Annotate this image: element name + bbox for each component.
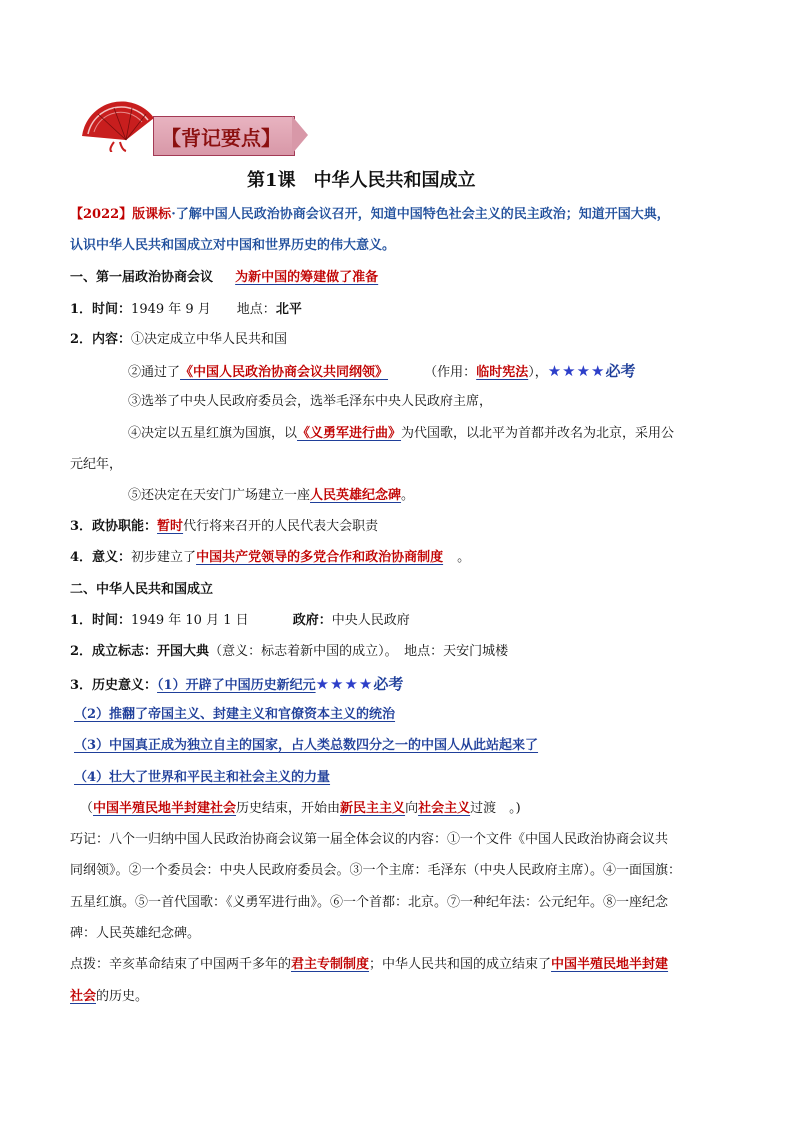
must-test-label: 必考 [605,362,636,380]
standard-tag: 【2022】版课标 [70,207,172,222]
standard-line-1 [70,205,670,225]
banner-label: 【背记要点】 [161,126,281,150]
s2-mark-label: 2．成立标志： [70,644,158,659]
hint-post: 的历史。 [96,989,149,1004]
standard-line-2: 认识中华人民共和国成立对中国和世界历史的伟大意义。 [70,238,396,253]
s1-function-row [70,517,378,537]
s1-content-row [70,330,287,350]
s2-end-row [80,799,521,819]
s2-gov-label: 政府： [292,613,332,628]
s1-time-value: 1949 年 9 月 地点： [131,302,276,317]
s1-c2-pre: ②通过了 [128,365,181,380]
star-rating-icon: ★★★★ [315,675,374,693]
hint-answer-3: 社会 [70,989,97,1004]
section-banner [153,116,308,154]
tip-line-3: 五星红旗。⑤一首代国歌：《义勇军进行曲》。⑥一个首都：北京。⑦一种纪年法：公元纪年。⑧一座纪念 [70,895,669,910]
s2-gov-value: 中央人民政府 [331,613,410,628]
s1-c2-answer-2: 临时宪法 [476,365,529,380]
hint-line-1 [70,955,668,975]
s1-c5-post: 。 [401,488,415,503]
hint-mid: ；中华人民共和国的成立结束了 [369,957,552,972]
s1-meaning-answer: 中国共产党领导的多党合作和政治协商制度 [196,550,444,565]
s2-significance-2: （2）推翻了帝国主义、封建主义和官僚资本主义的统治 [74,707,396,722]
s1-c4-pre: ④决定以五星红旗为国旗，以 [128,426,298,441]
tip-line-2: 同纲领》。②一个委员会：中央人民政府委员会。③一个主席：毛泽东（中央人民政府主席）。④一面国旗： [70,863,682,878]
s1-c5-answer: 人民英雄纪念碑 [310,488,402,503]
s1-place: 北平 [275,302,302,317]
hint-answer-2: 中国半殖民地半封建 [551,957,669,972]
star-rating-icon: ★★★★ [547,362,606,380]
s2-end-mid-2: 向 [405,801,419,816]
hint-answer-1: 君主专制制度 [291,957,370,972]
s1-content-4-cont: 元纪年， [70,457,123,472]
s2-significance-label: 3．历史意义： [70,678,158,693]
s1-content-1: ①决定成立中华人民共和国 [131,332,288,347]
s2-significance-row [70,674,403,696]
s1-meaning-label: 4．意义： [70,550,132,565]
s2-end-pre: （ [80,801,94,816]
s2-end-post: 过渡 。) [470,801,521,816]
s1-content-2 [128,361,636,383]
s1-meaning-pre: 初步建立了 [131,550,197,565]
s1-meaning-post: 。 [457,550,471,565]
hint-pre: 点拨：辛亥革命结束了中国两千多年的 [70,957,292,972]
s2-mark-row [70,642,508,662]
s2-significance-1: （1）开辟了中国历史新纪元 [157,678,316,693]
s1-time-label: 1．时间： [70,302,132,317]
s2-time-label: 1．时间： [70,613,132,628]
s2-end-mid-1: 历史结束，开始由 [236,801,341,816]
tip-line-4: 碑：人民英雄纪念碑。 [70,926,201,941]
section-1-heading: 一、第一届政治协商会议 [70,270,214,285]
hint-line-2 [70,987,148,1007]
s2-significance-4: （4）壮大了世界和平民主和社会主义的力量 [74,770,331,785]
s1-function-label: 3．政协职能： [70,519,158,534]
s2-mark-note: （意义：标志着新中国的成立）。 地点：天安门城楼 [209,644,509,659]
s2-end-answer-1: 中国半殖民地半封建社会 [93,801,237,816]
s1-function-answer: 暂时 [157,519,184,534]
must-test-label: 必考 [373,675,404,693]
s2-significance-3: （3）中国真正成为独立自主的国家，占人类总数四分之一的中国人从此站起来了 [74,738,539,753]
s1-content-label: 2．内容： [70,332,132,347]
s1-c4-post: 为代国歌，以北平为首都并改名为北京，采用公 [401,426,675,441]
s1-content-4 [128,424,674,444]
s1-function-post: 代行将来召开的人民代表大会职责 [183,519,379,534]
tip-line-1: 巧记：八个一归纳中国人民政治协商会议第一届全体会议的内容：①一个文件《中国人民政治协商会议共 [70,832,669,847]
s2-mark-value: 开国大典 [157,644,210,659]
section-2-heading: 二、中华人民共和国成立 [70,582,214,597]
s1-c4-answer: 《义勇军进行曲》 [297,426,402,441]
s1-content-3: ③选举了中央人民政府委员会，选举毛泽东中央人民政府主席， [128,394,493,409]
s1-meaning-row [70,548,470,568]
section-1-heading-row [70,268,378,288]
s2-time-row [70,611,410,631]
s2-time-value: 1949 年 10 月 1 日 [131,613,249,628]
s1-c2-post: ）， [528,365,548,380]
s1-c5-pre: ⑤还决定在天安门广场建立一座 [128,488,311,503]
fan-decoration-icon [74,96,164,152]
lesson-title: 第1课 中华人民共和国成立 [247,170,476,191]
s2-end-answer-2: 新民主主义 [340,801,406,816]
s1-c2-answer: 《中国人民政治协商会议共同纲领》 [180,365,389,380]
s1-content-5 [128,486,414,506]
s1-time-row [70,300,302,320]
section-1-answer: 为新中国的筹建做了准备 [235,270,379,285]
standard-text-1: ·了解中国人民政治协商会议召开，知道中国特色社会主义的民主政治；知道开国大典， [171,207,670,222]
s1-c2-mid: （作用： [424,365,477,380]
s2-end-answer-3: 社会主义 [418,801,471,816]
